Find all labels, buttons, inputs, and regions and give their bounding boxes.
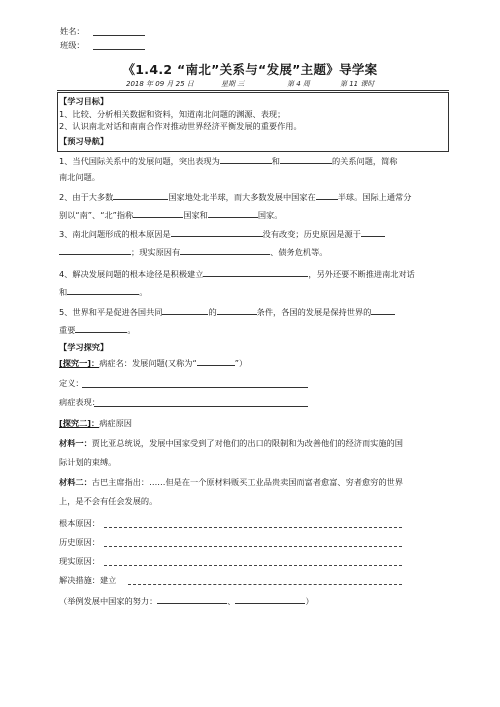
definition-blank[interactable] [82,387,308,388]
nav-question-5-cont [59,323,136,336]
q5-text-c: 条件，各国的发展是保持世界的 [256,307,372,317]
root-cause-blank[interactable] [104,527,402,528]
nav-question-5 [59,305,395,318]
q5-blank-2[interactable] [217,305,257,315]
q1-text-a: 1、当代国际关系中的发展问题，突出表现为 [59,156,220,166]
name-field [60,25,85,37]
date-text: 2018 年 09 月 25 日 [126,80,194,88]
q4-text-d: 。 [139,287,148,297]
nav-question-2-cont [59,208,282,221]
nav-question-4-cont [59,285,147,298]
definition-label: 定义： [59,378,84,388]
q1-blank-1[interactable] [220,154,272,164]
example-blank-2[interactable] [235,594,305,604]
q1-text-b: 和 [271,156,280,166]
history-cause-label: 历史原因： [59,537,100,547]
material-2-label: 材料二： [59,477,92,487]
q5-text-a: 5、世界和平是促进各国共同 [59,307,163,317]
header-divider [57,90,449,91]
explore-1-label: [探究一]： [59,358,100,368]
class-blank[interactable] [93,49,145,50]
q4-blank-2[interactable] [67,285,139,295]
explore-2-text: 病症原因 [99,418,132,428]
explore-1-blank[interactable] [197,356,235,366]
q2-text-a: 2、由于大多数 [59,192,114,202]
q1-text-d: 南北问题。 [59,172,100,182]
class-label: 班级： [60,40,85,50]
q3-blank-4[interactable] [180,245,270,255]
current-cause-blank[interactable] [104,565,402,566]
q2-text-e: 国家和 [183,210,208,220]
q4-blank-1[interactable] [203,267,308,277]
q2-blank-2[interactable] [316,190,338,200]
q2-text-c: 半球。国际上通常分 [337,192,412,202]
q3-text-d: 、债务危机等。 [270,247,328,257]
lesson-number-text: 第 11 课时 [340,80,375,88]
q5-blank-4[interactable] [75,323,127,333]
nav-question-3-cont [59,245,327,258]
explore-2-label: [探究二]： [59,418,100,428]
q5-text-b: 的 [208,307,217,317]
q4-text-b: ，另外还要不断推进南北对话 [308,269,415,279]
history-cause-blank[interactable] [104,546,402,547]
nav-question-1 [59,154,398,167]
q5-text-e: 。 [127,325,136,335]
q1-text-c: 的关系问题，简称 [331,156,398,166]
example-text-a: （举例发展中国家的努力： [59,596,158,606]
preview-heading: 【预习导航】 [59,136,109,146]
material-2 [59,476,403,488]
goals-heading: 【学习目标】 [59,96,109,106]
q2-blank-1[interactable] [113,190,168,200]
q3-text-b: 没有改变；历史原因是源于 [262,229,361,239]
name-blank[interactable] [93,35,145,36]
q2-text-f: 国家。 [257,210,283,220]
root-cause-label: 根本原因： [59,518,100,528]
q2-text-b: 国家地处北半球，而大多数发展中国家在 [168,192,316,202]
goal-item-2: 2、认识南北对话和南南合作对推动世界经济平衡发展的重要作用。 [59,121,302,131]
q3-text-c: ；现实原因有 [131,247,181,257]
current-cause-label: 现实原因： [59,556,100,566]
material-1-text-b: 际计划的束缚。 [59,457,117,467]
material-2-text-b: 上，是不会有任会发展的。 [59,496,158,506]
q3-blank-1[interactable] [171,227,263,237]
q5-text-d: 重要 [59,325,76,335]
solution-label: 解决措施：建立 [59,575,117,585]
example-text-c: ） [305,596,314,606]
symptom-blank[interactable] [94,406,308,407]
q2-blank-4[interactable] [208,208,258,218]
q4-text-c: 和 [59,287,68,297]
explore-1 [59,356,247,369]
q2-text-d: 别以“南”、“北”指称 [59,210,134,220]
nav-question-2 [59,190,411,203]
q3-text-a: 3、南北问题形成的根本原因是 [59,229,171,239]
goal-item-1: 1、比较、分析相关数据和资料，知道南北问题的渊源、表现； [59,109,286,119]
material-2-text-a: 古巴主席指出：……但是在一个原材料贩买工业品贵卖国而富者愈富、穷者愈穷的世界 [91,477,403,487]
q1-blank-2[interactable] [280,154,332,164]
q3-blank-3[interactable] [59,245,131,255]
example-line [59,594,314,607]
q5-blank-3[interactable] [371,305,395,315]
q5-blank-1[interactable] [162,305,208,315]
week-number-text: 第 4 周 [287,80,310,88]
class-field [60,39,85,51]
explore-1-tail: ”） [234,358,248,368]
symptom-label: 病症表现： [59,397,100,407]
q4-text-a: 4、解决发展问题的根本途径是积极建立 [59,269,204,279]
material-1 [59,437,403,449]
example-blank-1[interactable] [157,594,227,604]
explore-1-text: 病症名：发展问题(又称为“ [99,358,197,368]
page-title: 《1.4.2 “南北”关系与“发展”主题》导学案 [122,62,378,77]
nav-question-3 [59,227,385,240]
material-1-text-a: 贾比亚总统说，发展中国家受到了对他们的出口的限制和为改善他们的经济而实施的国 [91,438,403,448]
example-text-b: 、 [227,596,236,606]
q2-blank-3[interactable] [133,208,183,218]
q3-blank-2[interactable] [361,227,385,237]
explore-2 [59,417,132,429]
solution-blank[interactable] [128,584,402,585]
nav-question-4 [59,267,415,280]
weekday-text: 星期 三 [221,80,245,88]
name-label: 姓名： [60,26,85,36]
explore-heading: 【学习探究】 [59,342,109,352]
material-1-label: 材料一： [59,438,92,448]
